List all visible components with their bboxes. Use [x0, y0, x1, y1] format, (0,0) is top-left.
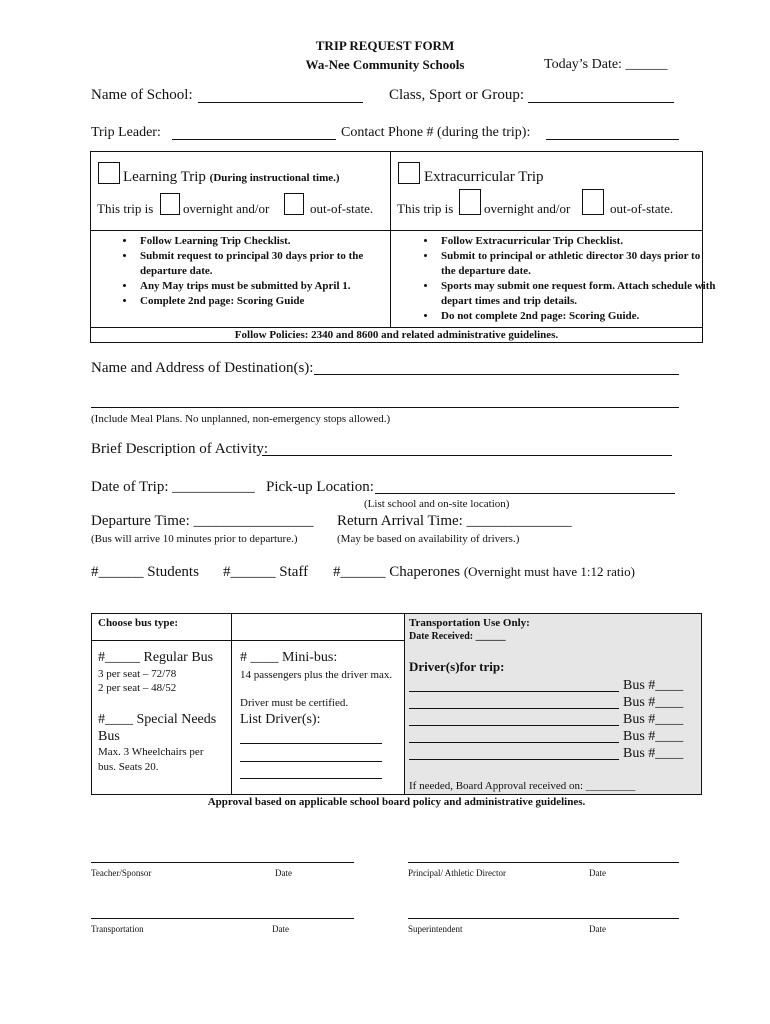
principal-date-label: Date: [589, 868, 606, 878]
list-item: • Follow Learning Trip Checklist.: [136, 234, 398, 249]
bus-number-field[interactable]: Bus #____: [623, 729, 684, 744]
choose-bus-label: Choose bus type:: [98, 617, 179, 629]
list-item: • Do not complete 2nd page: Scoring Guide.: [437, 309, 717, 324]
principal-signature-line[interactable]: [408, 862, 679, 863]
regular-bus-field[interactable]: #_____ Regular Bus: [98, 650, 214, 665]
trip-leader-label: Trip Leader:: [91, 125, 161, 140]
activity-label: Brief Description of Activity:: [91, 441, 269, 457]
return-time-field[interactable]: Return Arrival Time: ______________: [337, 513, 572, 529]
chaperone-note: (Overnight must have 1:12 ratio): [463, 564, 635, 579]
destination-input[interactable]: [314, 374, 679, 375]
table-divider: [404, 613, 405, 795]
contact-phone-input[interactable]: [546, 139, 679, 140]
chaperones-count-field[interactable]: [333, 564, 635, 581]
learning-out-of-state-label: out-of-state.: [310, 201, 374, 216]
extracurricular-trip-title: Extracurricular Trip: [424, 169, 544, 185]
learning-trip-title: Learning Trip: [123, 169, 206, 185]
pickup-note: (List school and on-site location): [364, 498, 510, 510]
learning-this-trip-is: This trip is: [97, 201, 154, 216]
learning-trip-checkbox[interactable]: [98, 162, 120, 184]
list-item: • Follow Extracurricular Trip Checklist.: [437, 234, 717, 249]
bus-number-field[interactable]: Bus #____: [623, 678, 684, 693]
organization-name: Wa-Nee Community Schools: [305, 57, 465, 72]
extra-overnight-checkbox[interactable]: [459, 189, 481, 215]
transportation-use-title: Transportation Use Only:: [409, 617, 530, 629]
list-item: • Submit to principal or athletic director 30 days prior to the departure date.: [437, 249, 717, 279]
learning-trip-note: (During instructional time.): [209, 172, 340, 184]
destination-label: Name and Address of Destination(s):: [91, 360, 314, 376]
extracurricular-trip-checkbox[interactable]: [398, 162, 420, 184]
contact-phone-label: Contact Phone # (during the trip):: [341, 125, 531, 140]
regular-bus-note-2: 2 per seat – 48/52: [98, 682, 177, 694]
transportation-label: Transportation: [91, 924, 144, 934]
name-of-school-input[interactable]: [198, 102, 363, 103]
list-item: • Submit request to principal 30 days prior to the departure date.: [136, 249, 398, 279]
todays-date-field[interactable]: Today’s Date: ______: [544, 57, 668, 72]
name-of-school-label: Name of School:: [91, 87, 193, 103]
departure-time-field[interactable]: Departure Time: ________________: [91, 513, 314, 529]
teacher-signature-line[interactable]: [91, 862, 354, 863]
transportation-date-label: Date: [272, 924, 289, 934]
table-divider: [90, 327, 703, 328]
teacher-sponsor-label: Teacher/Sponsor: [91, 868, 152, 878]
driver-assignment-line[interactable]: [409, 725, 619, 726]
driver-assignment-line[interactable]: [409, 759, 619, 760]
teacher-date-label: Date: [275, 868, 292, 878]
board-approval-field[interactable]: If needed, Board Approval received on: _________: [409, 780, 636, 792]
learning-trip-heading: [123, 169, 340, 186]
transportation-signature-line[interactable]: [91, 918, 354, 919]
return-note: (May be based on availability of drivers.): [337, 533, 520, 545]
list-drivers-label: List Driver(s):: [240, 712, 321, 727]
driver-line-3[interactable]: [240, 778, 382, 779]
driver-assignment-line[interactable]: [409, 742, 619, 743]
mini-bus-field[interactable]: # ____ Mini-bus:: [240, 650, 338, 665]
bus-number-field[interactable]: Bus #____: [623, 746, 684, 761]
superintendent-signature-line[interactable]: [408, 918, 679, 919]
trip-leader-input[interactable]: [172, 139, 336, 140]
extra-this-trip-is: This trip is: [397, 201, 454, 216]
extra-out-of-state-checkbox[interactable]: [582, 189, 604, 215]
learning-overnight-checkbox[interactable]: [160, 193, 180, 215]
superintendent-label: Superintendent: [408, 924, 463, 934]
pickup-label: Pick-up Location:: [266, 479, 374, 495]
drivers-for-trip-label: Driver(s)for trip:: [409, 659, 505, 674]
approval-note: Approval based on applicable school board policy and administrative guidelines.: [207, 796, 586, 808]
bus-number-field[interactable]: Bus #____: [623, 695, 684, 710]
class-sport-group-label: Class, Sport or Group:: [389, 87, 524, 103]
date-received-field[interactable]: Date Received: ______: [409, 631, 506, 642]
bus-number-field[interactable]: Bus #____: [623, 712, 684, 727]
students-count-field[interactable]: #______ Students: [91, 564, 199, 580]
list-item: • Complete 2nd page: Scoring Guide: [136, 294, 398, 309]
list-item: • Any May trips must be submitted by April 1.: [136, 279, 398, 294]
mini-bus-cert: Driver must be certified.: [240, 697, 349, 709]
form-title: TRIP REQUEST FORM: [315, 38, 455, 53]
date-of-trip-field[interactable]: Date of Trip: ___________: [91, 479, 255, 495]
table-divider: [90, 230, 703, 231]
special-needs-bus-field[interactable]: #____ Special Needs Bus: [98, 712, 217, 744]
superintendent-date-label: Date: [589, 924, 606, 934]
activity-input[interactable]: [262, 455, 672, 456]
chaperones-label: #______ Chaperones: [333, 564, 461, 580]
departure-note: (Bus will arrive 10 minutes prior to departure.): [91, 533, 298, 545]
learning-overnight-label: overnight and/or: [183, 201, 270, 216]
class-sport-group-input[interactable]: [528, 102, 674, 103]
extra-overnight-label: overnight and/or: [484, 201, 571, 216]
mini-bus-note: 14 passengers plus the driver max.: [240, 669, 393, 681]
policies-note: Follow Policies: 2340 and 8600 and related administrative guidelines.: [234, 329, 559, 341]
driver-line-2[interactable]: [240, 761, 382, 762]
extra-out-of-state-label: out-of-state.: [610, 201, 674, 216]
extracurricular-trip-bullets: [417, 234, 717, 324]
special-needs-note: Max. 3 Wheelchairs per bus. Seats 20.: [98, 746, 204, 773]
destination-note: (Include Meal Plans. No unplanned, non-emergency stops allowed.): [91, 413, 391, 425]
pickup-input[interactable]: [375, 493, 675, 494]
learning-out-of-state-checkbox[interactable]: [284, 193, 304, 215]
principal-label: Principal/ Athletic Director: [408, 868, 506, 878]
table-divider: [91, 640, 404, 641]
regular-bus-note-1: 3 per seat – 72/78: [98, 668, 177, 680]
driver-assignment-line[interactable]: [409, 708, 619, 709]
destination-input-line2[interactable]: [91, 407, 679, 408]
driver-assignment-line[interactable]: [409, 691, 619, 692]
driver-line-1[interactable]: [240, 743, 382, 744]
learning-trip-bullets: [116, 234, 398, 309]
list-item: • Sports may submit one request form. Attach schedule with depart times and trip details.: [437, 279, 717, 309]
staff-count-field[interactable]: #______ Staff: [223, 564, 309, 580]
